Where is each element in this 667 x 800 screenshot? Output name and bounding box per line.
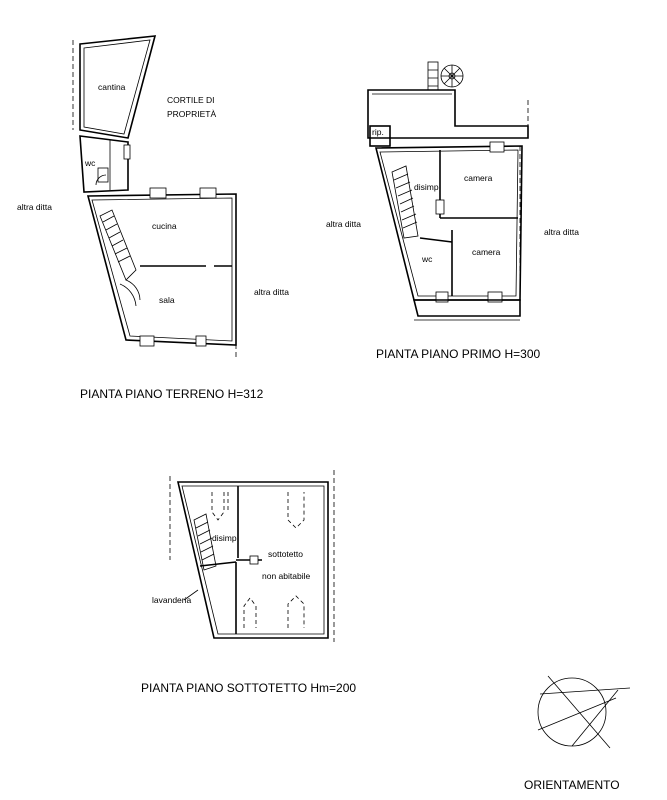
- label-lavanderia: lavanderia: [152, 595, 192, 605]
- title-attic: PIANTA PIANO SOTTOTETTO Hm=200: [141, 681, 357, 695]
- label-disimp-attic: disimp: [212, 533, 237, 543]
- label-cucina: cucina: [152, 221, 177, 231]
- title-first-floor: PIANTA PIANO PRIMO H=300: [376, 347, 541, 361]
- first-floor-plan: [326, 62, 579, 320]
- label-cortile-2: PROPRIETÀ: [167, 109, 217, 119]
- label-altra-ditta-ground-right: altra ditta: [254, 287, 289, 297]
- ground-floor-plan: [17, 36, 289, 360]
- attic-floor-plan: [152, 470, 334, 642]
- label-camera-top: camera: [464, 173, 493, 183]
- label-rip: rip.: [372, 127, 384, 137]
- label-wc-ground: wc: [85, 158, 96, 168]
- label-wc-first: wc: [422, 254, 433, 264]
- label-altra-ditta-ground-left: altra ditta: [17, 202, 52, 212]
- label-camera-bottom: camera: [472, 247, 501, 257]
- label-sottotetto-1: sottotetto: [268, 549, 303, 559]
- label-cortile-1: CORTILE DI: [167, 95, 215, 105]
- label-sala: sala: [159, 295, 175, 305]
- orientation-compass: [538, 676, 630, 748]
- label-altra-ditta-first-right: altra ditta: [544, 227, 579, 237]
- title-ground-floor: PIANTA PIANO TERRENO H=312: [80, 387, 264, 401]
- main-block-walls: [88, 194, 236, 345]
- skylight-4: [288, 596, 304, 628]
- label-altra-ditta-first-left: altra ditta: [326, 219, 361, 229]
- skylight-3: [244, 598, 256, 628]
- skylight-2: [288, 492, 304, 528]
- first-top-strip: [368, 90, 528, 138]
- label-disimp-first: disimp: [414, 182, 439, 192]
- label-sottotetto-2: non abitabile: [262, 571, 311, 581]
- title-orientation: ORIENTAMENTO: [524, 778, 620, 792]
- label-cantina: cantina: [98, 82, 126, 92]
- skylight-1: [212, 492, 224, 520]
